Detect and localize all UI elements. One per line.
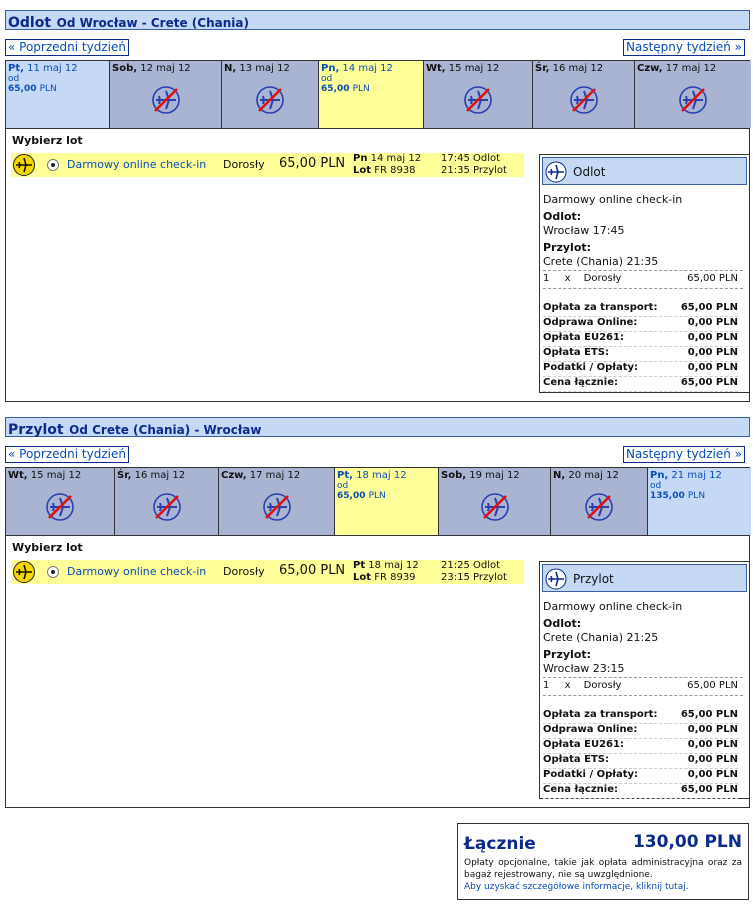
airplane-icon — [13, 561, 35, 583]
day-date: 16 maj 12 — [131, 470, 186, 481]
inbound-flight-times — [441, 560, 507, 584]
outbound-next-week-button[interactable]: Następny tydzień » — [623, 39, 745, 56]
outbound-day-6[interactable] — [635, 61, 751, 128]
day-from-label: od — [321, 74, 333, 84]
inbound-flight-dates — [353, 560, 419, 584]
fee-label: Opłata za transport: — [543, 302, 658, 313]
day-label — [112, 63, 219, 74]
no-flight-icon — [584, 492, 614, 522]
outbound-flight-price: 65,00 PLN — [279, 156, 346, 171]
fee-label: Opłata za transport: — [543, 709, 658, 720]
fee-value: 65,00 PLN — [680, 377, 738, 388]
day-price: 65,00 PLN — [337, 491, 386, 501]
inbound-dep-time: 21:25 — [441, 560, 470, 571]
day-label — [337, 470, 436, 481]
day-name: Śr, — [535, 63, 550, 74]
day-name: N, — [553, 470, 566, 481]
inbound-arr-time: 23:15 — [441, 572, 470, 583]
outbound-summary-header — [542, 157, 747, 185]
day-name: Śr, — [117, 470, 132, 481]
inbound-flight-number: FR 8939 — [374, 572, 416, 583]
airplane-icon — [545, 161, 567, 183]
inbound-summary — [539, 561, 750, 799]
fee-value: 0,00 PLN — [687, 724, 738, 735]
fee-label: Opłata EU261: — [543, 739, 624, 750]
inbound-fee-row — [543, 784, 738, 799]
outbound-arr-label: Przylot — [473, 165, 507, 176]
inbound-fare-type: Darmowy online check-in — [67, 565, 207, 578]
no-flight-icon — [45, 492, 75, 522]
day-label — [637, 63, 749, 74]
fee-value: 0,00 PLN — [687, 347, 738, 358]
day-name: Wt, — [8, 470, 28, 481]
outbound-fare-type: Darmowy online check-in — [67, 158, 207, 171]
day-name: Sob, — [112, 63, 138, 74]
inbound-day-strip — [6, 468, 749, 536]
outbound-fee-row — [543, 377, 738, 392]
day-date: 15 maj 12 — [445, 63, 500, 74]
no-flight-icon — [262, 492, 292, 522]
outbound-day-strip — [6, 61, 749, 129]
outbound-dep-time: 17:45 — [441, 153, 470, 164]
no-flight-icon — [152, 492, 182, 522]
no-flight-icon — [255, 85, 285, 115]
day-name: Pt, — [8, 63, 24, 74]
fee-value: 65,00 PLN — [680, 302, 738, 313]
inbound-day-0[interactable] — [6, 468, 115, 535]
day-label — [8, 470, 112, 481]
outbound-dep-label: Odlot — [473, 153, 501, 164]
day-name: Sob, — [441, 470, 467, 481]
outbound-lot-label: Lot — [353, 165, 372, 176]
inbound-summary-pax-type: Dorosły — [583, 680, 622, 691]
fee-value: 0,00 PLN — [687, 362, 738, 373]
airplane-icon — [545, 568, 567, 590]
day-date: 18 maj 12 — [352, 470, 407, 481]
inbound-choose-label: Wybierz lot — [12, 541, 83, 554]
outbound-prev-week-button[interactable]: « Poprzedni tydzień — [5, 39, 129, 56]
outbound-fee-row — [543, 362, 738, 377]
inbound-day-6[interactable] — [648, 468, 751, 535]
fee-label: Opłata EU261: — [543, 332, 624, 343]
inbound-day-3[interactable] — [335, 468, 439, 535]
divider — [543, 288, 743, 289]
day-from-label: od — [650, 481, 662, 491]
inbound-fee-row — [543, 724, 738, 739]
no-flight-icon — [678, 85, 708, 115]
outbound-day-3[interactable] — [319, 61, 424, 128]
inbound-day-1[interactable] — [115, 468, 219, 535]
fee-label: Cena łącznie: — [543, 784, 619, 795]
inbound-title: Przylot — [8, 422, 64, 438]
inbound-date: 18 maj 12 — [368, 560, 419, 571]
inbound-summary-pax-count: 1 — [543, 680, 550, 691]
details-link[interactable]: Aby uzyskać szczegółowe informacje, kliknij tutaj. — [464, 882, 689, 892]
day-price: 135,00 PLN — [650, 491, 706, 501]
no-flight-icon — [569, 85, 599, 115]
outbound-title: Odlot — [8, 15, 52, 31]
day-date: 17 maj 12 — [246, 470, 301, 481]
inbound-day-2[interactable] — [219, 468, 335, 535]
inbound-route: Od Crete (Chania) - Wrocław — [69, 423, 262, 437]
inbound-day-4[interactable] — [439, 468, 551, 535]
outbound-flight-number: FR 8938 — [374, 165, 416, 176]
day-label — [441, 470, 548, 481]
outbound-route: Od Wrocław - Crete (Chania) — [56, 16, 249, 30]
inbound-summary-pax-price: 65,00 PLN — [687, 680, 738, 691]
inbound-lot-label: Lot — [353, 572, 372, 583]
inbound-summary-dep-value: Crete (Chania) 21:25 — [543, 631, 659, 644]
day-label — [117, 470, 216, 481]
day-label — [535, 63, 632, 74]
day-label — [8, 63, 107, 74]
inbound-fee-row — [543, 709, 738, 724]
day-date: 21 maj 12 — [668, 470, 722, 481]
day-from-label: od — [8, 74, 20, 84]
divider — [543, 270, 743, 271]
fee-label: Cena łącznie: — [543, 377, 619, 388]
day-name: Czw, — [221, 470, 247, 481]
day-date: 17 maj 12 — [662, 63, 717, 74]
outbound-flight-times — [441, 153, 507, 177]
outbound-day-4[interactable] — [424, 61, 533, 128]
inbound-summary-arr-value: Wrocław 23:15 — [543, 662, 625, 675]
day-label — [221, 470, 332, 481]
fee-value: 0,00 PLN — [687, 317, 738, 328]
inbound-dep-label: Odlot — [473, 560, 501, 571]
fee-value: 0,00 PLN — [687, 739, 738, 750]
fee-label: Odprawa Online: — [543, 724, 638, 735]
total-value: 130,00 PLN — [632, 832, 742, 852]
divider — [543, 695, 743, 696]
fee-value: 0,00 PLN — [687, 754, 738, 765]
outbound-header — [5, 10, 750, 30]
day-price: 65,00 PLN — [8, 84, 57, 94]
no-flight-icon — [480, 492, 510, 522]
inbound-fee-row — [543, 769, 738, 784]
day-name: Pn, — [321, 63, 340, 74]
fee-label: Odprawa Online: — [543, 317, 638, 328]
inbound-next-week-button[interactable]: Następny tydzień » — [623, 446, 745, 463]
day-name: Wt, — [426, 63, 446, 74]
fee-value: 0,00 PLN — [687, 332, 738, 343]
day-label — [426, 63, 530, 74]
outbound-summary-arr-value: Crete (Chania) 21:35 — [543, 255, 659, 268]
day-date: 20 maj 12 — [565, 470, 619, 481]
day-date: 13 maj 12 — [236, 63, 290, 74]
total-box — [457, 823, 749, 900]
day-date: 11 maj 12 — [23, 63, 78, 74]
inbound-summary-pax-x: x — [564, 680, 571, 691]
inbound-fee-row — [543, 754, 738, 769]
no-flight-icon — [463, 85, 493, 115]
inbound-prev-week-button[interactable]: « Poprzedni tydzień — [5, 446, 129, 463]
inbound-summary-pax-line — [543, 680, 746, 691]
fee-label: Opłata ETS: — [543, 347, 609, 358]
day-from-label: od — [337, 481, 349, 491]
inbound-flight-radio[interactable] — [47, 566, 59, 578]
outbound-summary-pax-type: Dorosły — [583, 273, 622, 284]
day-date: 19 maj 12 — [466, 470, 520, 481]
outbound-arr-time: 21:35 — [441, 165, 470, 176]
fee-value: 0,00 PLN — [687, 769, 738, 780]
day-label — [553, 470, 645, 481]
outbound-day-1[interactable] — [110, 61, 222, 128]
outbound-flight-row[interactable] — [11, 153, 524, 177]
day-currency: PLN — [687, 491, 706, 501]
day-label — [321, 63, 421, 74]
inbound-summary-arr-label: Przylot: — [543, 648, 592, 661]
outbound-choose-label: Wybierz lot — [12, 134, 83, 147]
airplane-icon — [13, 154, 35, 176]
day-name: Czw, — [637, 63, 663, 74]
day-currency: PLN — [368, 491, 386, 501]
outbound-flight-dates — [353, 153, 421, 177]
day-label — [224, 63, 316, 74]
inbound-flight-price: 65,00 PLN — [279, 563, 346, 578]
outbound-date: 14 maj 12 — [370, 153, 422, 164]
fee-label: Opłata ETS: — [543, 754, 609, 765]
outbound-day-5[interactable] — [533, 61, 635, 128]
outbound-summary-dep-label: Odlot: — [543, 210, 582, 223]
day-date: 15 maj 12 — [27, 470, 82, 481]
inbound-summary-fare: Darmowy online check-in — [543, 600, 683, 613]
outbound-summary-title: Odlot — [573, 165, 606, 179]
outbound-summary-pax-x: x — [564, 273, 571, 284]
outbound-fee-row — [543, 302, 738, 317]
outbound-summary-pax-price: 65,00 PLN — [687, 273, 738, 284]
outbound-day-2[interactable] — [222, 61, 319, 128]
fee-value: 65,00 PLN — [680, 709, 738, 720]
fee-label: Podatki / Opłaty: — [543, 362, 638, 373]
day-name: Pt, — [337, 470, 353, 481]
fee-value: 65,00 PLN — [680, 784, 738, 795]
inbound-header — [5, 417, 750, 437]
outbound-summary-pax-line — [543, 273, 746, 284]
inbound-flight-row[interactable] — [11, 560, 524, 584]
outbound-summary-arr-label: Przylot: — [543, 241, 592, 254]
inbound-summary-dep-label: Odlot: — [543, 617, 582, 630]
inbound-summary-header — [542, 564, 747, 592]
inbound-arr-label: Przylot — [473, 572, 507, 583]
day-date: 16 maj 12 — [549, 63, 604, 74]
inbound-fee-row — [543, 739, 738, 754]
day-name: Pn, — [650, 470, 669, 481]
day-price: 65,00 PLN — [321, 84, 370, 94]
day-label — [650, 470, 749, 481]
total-label: Łącznie — [464, 834, 536, 854]
outbound-fee-row — [543, 317, 738, 332]
outbound-passenger-type: Dorosły — [223, 158, 265, 171]
fee-label: Podatki / Opłaty: — [543, 769, 638, 780]
day-date: 14 maj 12 — [339, 63, 393, 74]
inbound-date-day: Pt — [353, 560, 366, 571]
outbound-summary-dep-value: Wrocław 17:45 — [543, 224, 625, 237]
outbound-flight-radio[interactable] — [47, 159, 59, 171]
inbound-summary-title: Przylot — [573, 572, 614, 586]
outbound-box — [5, 60, 750, 402]
outbound-summary-pax-count: 1 — [543, 273, 550, 284]
outbound-date-day: Pn — [353, 153, 368, 164]
outbound-fee-row — [543, 347, 738, 362]
day-currency: PLN — [39, 84, 57, 94]
inbound-box — [5, 467, 750, 808]
outbound-summary-fare: Darmowy online check-in — [543, 193, 683, 206]
divider — [543, 677, 743, 678]
outbound-day-0[interactable] — [6, 61, 110, 128]
total-note: Opłaty opcjonalne, takie jak opłata administracyjna oraz za bagaż rejestrowany, nie są uwzględnione. — [464, 858, 742, 880]
outbound-summary — [539, 154, 750, 393]
day-date: 12 maj 12 — [137, 63, 191, 74]
outbound-fee-row — [543, 332, 738, 347]
day-name: N, — [224, 63, 237, 74]
no-flight-icon — [151, 85, 181, 115]
inbound-passenger-type: Dorosły — [223, 565, 265, 578]
inbound-day-5[interactable] — [551, 468, 648, 535]
day-currency: PLN — [352, 84, 370, 94]
